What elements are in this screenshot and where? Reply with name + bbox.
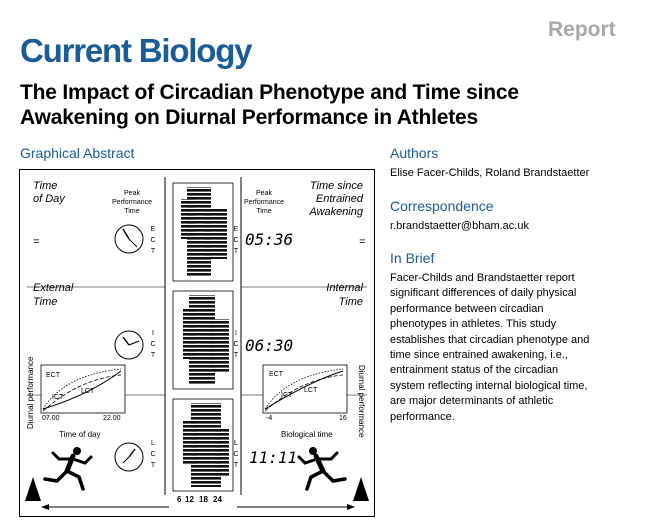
figure-text: T <box>233 352 239 359</box>
clock-icon-lct <box>115 443 143 471</box>
actogram-middle <box>173 291 233 389</box>
right-plot-xlabel: Biological time <box>281 430 333 439</box>
in-brief-heading: In Brief <box>390 250 435 266</box>
label-time: Time <box>33 180 58 192</box>
time-display-ect: 05:36 <box>245 230 294 249</box>
axis-tick-12: 12 <box>185 495 194 504</box>
figure-text: T <box>150 462 156 469</box>
report-label: Report <box>548 18 616 41</box>
left-plot-series-ict: ICT <box>52 394 64 401</box>
in-brief-line: performance between circadian <box>390 302 544 315</box>
label-entrained: Entrained <box>315 193 363 205</box>
paper-title: The Impact of Circadian Phenotype and Time since Awakening on Diurnal Performance in Athletes <box>20 81 519 129</box>
correspondence-heading: Correspondence <box>390 198 494 214</box>
axis-tick-6: 6 <box>177 495 182 504</box>
figure-text: T <box>233 462 239 469</box>
figure-text: C <box>150 451 156 458</box>
figure-text: T <box>150 352 156 359</box>
left-plot-series-lct: LCT <box>81 388 95 395</box>
clock-icon-ict <box>115 331 143 359</box>
in-brief-line: system reflecting internal biological time, <box>390 379 588 392</box>
peak-label-left-2: Performance <box>111 199 153 206</box>
actogram-bottom <box>173 399 233 491</box>
right-plot-ylabel: Diurnal performance <box>357 365 366 438</box>
graphical-abstract-figure <box>19 169 375 517</box>
peak-label-right-3: Time <box>256 208 272 215</box>
right-plot-xtick-start: -4 <box>266 415 273 422</box>
figure-text: C <box>233 341 239 348</box>
figure-text: C <box>150 341 156 348</box>
label-time-since: Time since <box>309 180 363 192</box>
in-brief-text <box>390 271 634 425</box>
left-plot-xtick-end: 22.00 <box>103 415 121 422</box>
left-plot-xtick-start: 07.00 <box>42 415 60 422</box>
label-internal-time: Time <box>338 296 363 308</box>
figure-text: C <box>233 451 239 458</box>
authors-heading: Authors <box>390 145 439 161</box>
peak-label-right-2: Performance <box>243 199 285 206</box>
right-plot-series-ect: ECT <box>269 371 283 378</box>
figure-text: I <box>235 330 237 337</box>
in-brief-line: performance. <box>390 410 455 423</box>
in-brief-line: entrainment status of the circadian <box>390 364 559 377</box>
left-plot-ylabel: Diurnal performance <box>26 356 35 429</box>
axis-tick-18: 18 <box>199 495 208 504</box>
actogram-top <box>173 183 233 281</box>
journal-title: Current Biology <box>20 32 252 69</box>
equals-left: = <box>33 236 40 248</box>
figure-text: C <box>150 237 156 244</box>
figure-text: I <box>152 330 154 337</box>
right-plot-series-ict: ICT <box>281 392 293 399</box>
figure-text: E <box>150 226 156 233</box>
in-brief-line: Facer-Childs and Brandstaetter report <box>390 272 575 284</box>
figure-text: L <box>234 440 238 447</box>
correspondence-email[interactable]: r.brandstaetter@bham.ac.uk <box>390 220 529 232</box>
time-display-lct: 11:11 <box>249 448 298 467</box>
figure-text: T <box>233 248 239 255</box>
in-brief-line: significant differences of daily physical <box>390 287 577 300</box>
label-internal: Internal <box>326 282 363 294</box>
figure-text: E <box>233 226 239 233</box>
in-brief-line: time since entrained awakening, i.e., <box>390 349 568 362</box>
clock-icon-ect <box>115 225 143 253</box>
peak-label-left-3: Time <box>124 208 140 215</box>
in-brief-line: are major determinants of athletic <box>390 395 554 408</box>
peak-label-right-1: Peak <box>256 190 272 197</box>
right-plot-xtick-end: 16 <box>339 415 347 422</box>
equals-right: = <box>359 236 366 248</box>
figure-text: L <box>151 440 155 447</box>
right-plot-series-lct: LCT <box>304 387 318 394</box>
in-brief-line: phenotypes in athletes. This study <box>390 318 557 331</box>
left-plot-series-ect: ECT <box>46 372 60 379</box>
in-brief-line: establishes that circadian phenotype and <box>390 333 590 346</box>
label-awakening: Awakening <box>309 206 363 218</box>
graphical-abstract-heading: Graphical Abstract <box>20 145 135 161</box>
authors-names: Elise Facer-Childs, Roland Brandstaetter <box>390 167 590 179</box>
label-external-time: Time <box>33 296 58 308</box>
peak-label-left-1: Peak <box>124 190 140 197</box>
figure-text: T <box>150 248 156 255</box>
figure-text: C <box>233 237 239 244</box>
label-of-day: of Day <box>33 193 65 205</box>
left-plot-xlabel: Time of day <box>59 430 101 439</box>
label-external: External <box>33 282 74 294</box>
time-display-ict: 06:30 <box>245 336 294 355</box>
axis-tick-24: 24 <box>213 495 222 504</box>
